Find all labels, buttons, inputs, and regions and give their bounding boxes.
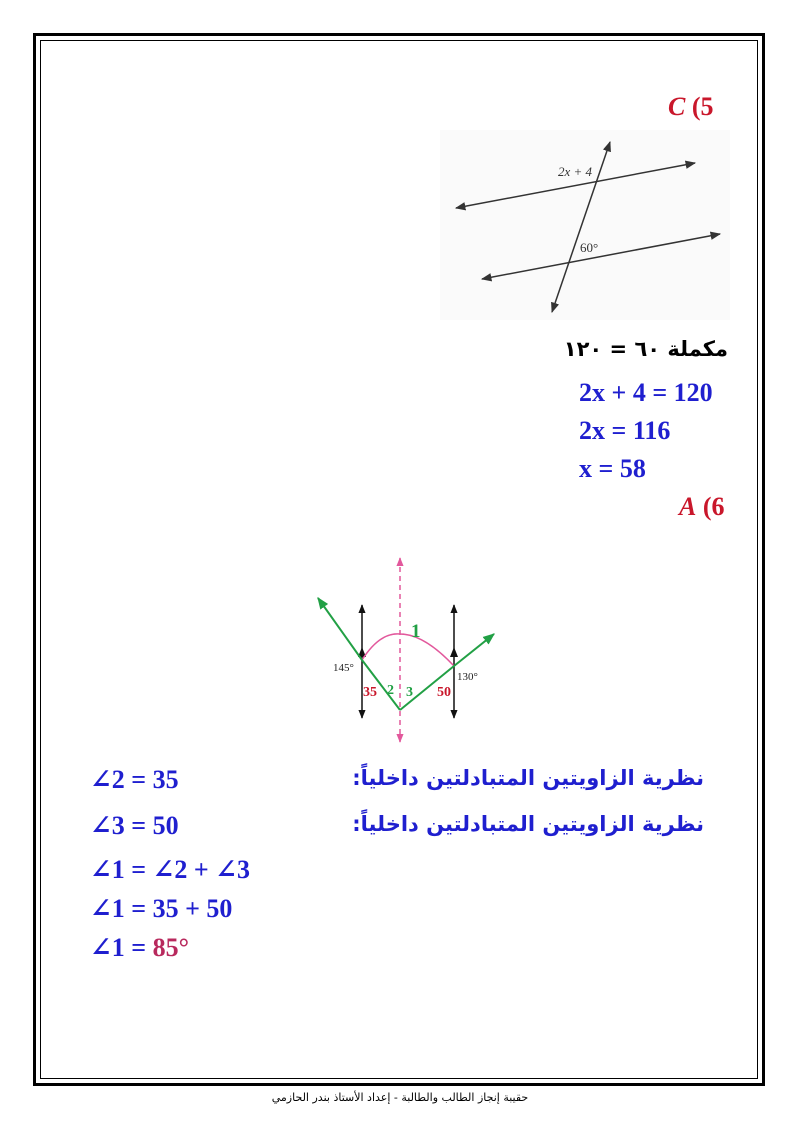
- q5-parallel-lines-figure: [440, 130, 730, 320]
- q5-label-bottom: 60°: [580, 240, 599, 255]
- q6-angles-figure: [300, 550, 510, 750]
- q6-step2-reason: نظرية الزاويتين المتبادلتين داخلياً:: [352, 812, 704, 836]
- q5-label-top: 2x + 4: [558, 164, 593, 179]
- q5-header: [668, 92, 714, 122]
- q6-number: (6: [702, 492, 725, 521]
- q6-step1-reason: نظرية الزاويتين المتبادلتين داخلياً:: [352, 766, 704, 790]
- q6-answer-value: 85°: [152, 933, 190, 962]
- q5-equation-2: 2x = 116: [579, 416, 671, 445]
- q5-letter: C: [668, 92, 686, 121]
- q6-step4: ∠1 = 35 + 50: [90, 894, 233, 923]
- q6-label-1: 1: [411, 621, 421, 642]
- q5-number: (5: [691, 92, 714, 121]
- q5-equation-3: x = 58: [579, 454, 646, 483]
- q6-step2-math: ∠3 = 50: [90, 811, 179, 840]
- q6-label-2: 2: [387, 683, 394, 698]
- q6-letter: A: [679, 492, 697, 521]
- q6-header: [679, 492, 725, 522]
- q6-step5-prefix: ∠1 =: [90, 933, 153, 962]
- q6-step3: ∠1 = ∠2 + ∠3: [90, 855, 250, 884]
- q6-label-50: 50: [437, 685, 451, 700]
- q6-step5: [90, 933, 189, 963]
- page-footer: حقيبة إنجاز الطالب والطالبة - إعداد الأستاذ بندر الحازمي: [271, 1091, 529, 1104]
- q5-supplement-line: مكملة ٦٠ = ١٢٠: [563, 337, 728, 361]
- q6-angle-1-arc: [362, 634, 454, 666]
- q6-step1-math: ∠2 = 35: [90, 765, 179, 794]
- q6-label-35: 35: [363, 685, 377, 700]
- q5-equation-1: 2x + 4 = 120: [579, 378, 713, 407]
- q6-label-130: 130°: [457, 671, 478, 683]
- q6-label-3: 3: [406, 685, 413, 700]
- q6-label-145: 145°: [333, 662, 354, 674]
